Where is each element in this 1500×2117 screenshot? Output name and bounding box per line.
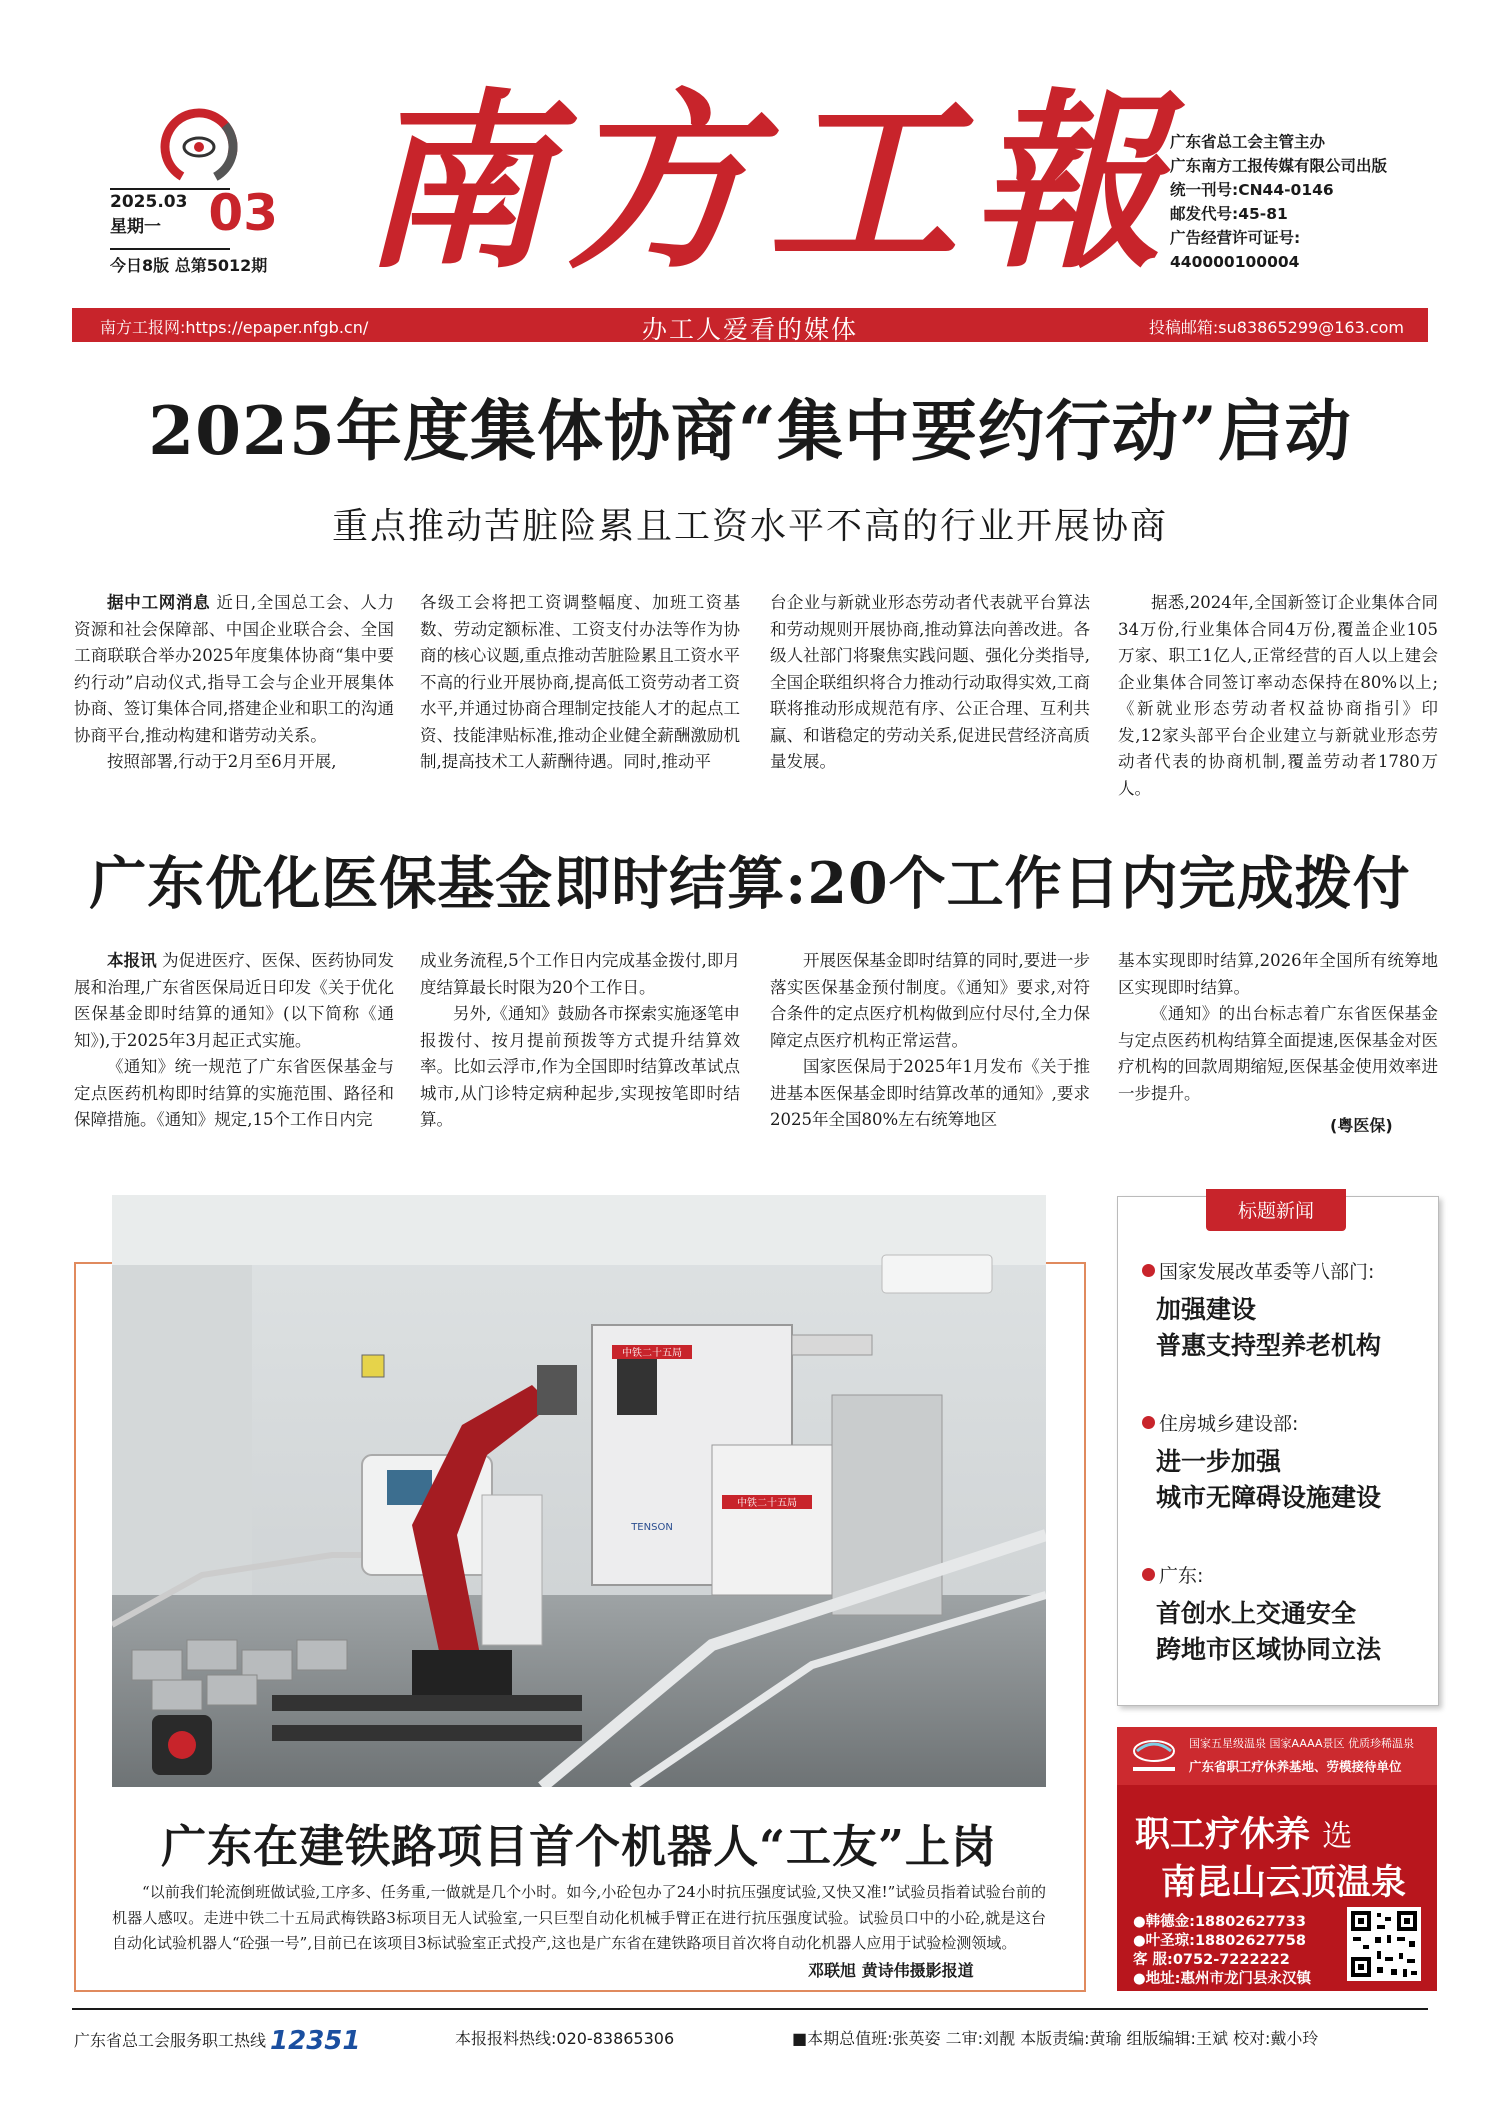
news-headline-line: 加强建设	[1156, 1295, 1257, 1324]
weekday: 星期一	[110, 217, 161, 237]
photo-brand: TENSON	[631, 1522, 673, 1533]
editor-credits: ■本期总值班:张英姿 二审:刘靓 本版责编:黄瑜 组版编辑:王斌 校对:戴小玲	[792, 2029, 1319, 2048]
news-source: 广东:	[1159, 1565, 1204, 1587]
pub-info-line: 广告经营许可证号:	[1170, 229, 1301, 247]
article2-text: 《通知》统一规范了广东省医保基金与定点医药机构即时结算的实施范围、路径和保障措施。《通知》规定,15个工作日内完	[74, 1057, 394, 1129]
feature-caption-title: 广东在建铁路项目首个机器人“工友”上岗	[161, 1820, 997, 1873]
article1-text: 台企业与新就业形态劳动者代表就平台算法和劳动规则开展协商,推动算法向善改进。各级人社部门将聚焦实践问题、强化分类指导,全国企联组织将合力推动行动取得实效,工商联将推动形成规范有序、公正合理、互利共赢、和谐稳定的劳动关系,促进民营经济高质量发展。	[770, 593, 1090, 771]
ad-tagline: 广东省职工疗休养基地、劳模接待单位	[1189, 1759, 1402, 1774]
article2-text: 开展医保基金即时结算的同时,要进一步落实医保基金预付制度。《通知》要求,对符合条件的定点医疗机构做到应付尽付,全力保障定点医疗机构正常运营。	[770, 951, 1090, 1050]
footer-hotline	[74, 2026, 360, 2056]
article1-subhead: 重点推动苦脏险累且工资水平不高的行业开展协商	[331, 506, 1168, 547]
article2-text: 为促进医疗、医保、医药协同发展和治理,广东省医保局近日印发《关于优化医保基金即时结算的通知》(以下简称《通知》),于2025年3月起正式实施。	[74, 951, 395, 1050]
news-headline-line: 进一步加强	[1156, 1447, 1282, 1476]
article1-headline: 2025年度集体协商“集中要约行动”启动	[148, 392, 1352, 470]
pub-info-line: 统一刊号:CN44-0146	[1170, 181, 1334, 199]
submission-email[interactable]: 投稿邮箱:su83865299@163.com	[1148, 318, 1404, 337]
article1-column-4	[1118, 590, 1438, 802]
ad-contact-line: ●地址:惠州市龙门县永汉镇	[1133, 1971, 1311, 1987]
article1-source: 据中工网消息	[107, 593, 211, 612]
feature-caption-text: “以前我们轮流倒班做试验,工序多、任务重,一做就是几个小时。如今,小砼包办了24小时抗压强度试验,又快又准!”试验员指着试验台前的机器人感叹。走进中铁二十五局武梅铁路3标项目无人试验室,一只巨型自动化机械手臂正在进行抗压强度试验。试验员口中的小砼,就是这台自动化试验机器人“砼强一号”,目前已在该项目3标试验室正式投产,这也是广东省在建铁路项目首次将自动化机器人应用于试验检测领域。	[112, 1883, 1046, 1952]
newspaper-logo-icon	[160, 108, 238, 186]
article1-column-3	[770, 590, 1090, 776]
photo-sign: 中铁二十五局	[737, 1498, 797, 1509]
date-day: 03	[208, 184, 278, 242]
bullet-dot-icon	[1142, 1568, 1155, 1581]
feature-caption-body	[112, 1880, 1046, 1957]
pub-info-line: 广东省总工会主管主办	[1170, 133, 1326, 151]
hotline-label: 广东省总工会服务职工热线	[74, 2031, 267, 2050]
qr-code-icon[interactable]	[1347, 1907, 1421, 1981]
robot-lab-illustration	[112, 1195, 1046, 1787]
news-item[interactable]	[1142, 1561, 1432, 1668]
hot-spring-advertisement[interactable]	[1117, 1727, 1437, 1991]
masthead-banner	[72, 308, 1428, 342]
ad-header	[1117, 1727, 1437, 1785]
website-link[interactable]: 南方工报网:https://epaper.nfgb.cn/	[100, 318, 369, 337]
resort-logo-icon	[1125, 1735, 1183, 1777]
date-year-month: 2025.03	[110, 192, 188, 212]
publication-info	[1170, 130, 1387, 274]
article1-text: 各级工会将把工资调整幅度、加班工资基数、劳动定额标准、工资支付办法等作为协商的核心议题,重点推动苦脏险累且工资水平不高的行业开展协商,提高低工资劳动者工资水平,并通过协商合理制定技能人才的起点工资、技能津贴标准,推动企业健全薪酬激励机制,提高技术工人薪酬待遇。同时,推动平	[420, 593, 740, 771]
robot-lab-photo	[112, 1195, 1046, 1787]
article1-text: 据悉,2024年,全国新签订企业集体合同34万份,行业集体合同4万份,覆盖企业105万家、职工1亿人,正常经营的百人以上建会企业集体合同签订率动态保持在80%以上;《新就业形态劳动者权益协商指引》印发,12家头部平台企业建立与新就业形态劳动者代表的协商机制,覆盖劳动者1780万人。	[1118, 593, 1438, 798]
report-hotline: 本报报料热线:020-83865306	[455, 2029, 675, 2048]
news-source: 住房城乡建设部:	[1159, 1413, 1299, 1435]
news-source: 国家发展改革委等八部门:	[1159, 1261, 1375, 1283]
ad-headline-2: 南昆山云顶温泉	[1161, 1862, 1407, 1903]
pub-info-line: 广东南方工报传媒有限公司出版	[1170, 157, 1388, 175]
pub-info-line: 邮发代号:45-81	[1170, 205, 1288, 223]
ad-tagline: 国家五星级温泉 国家AAAA景区 优质珍稀温泉	[1189, 1737, 1415, 1750]
bullet-dot-icon	[1142, 1416, 1155, 1429]
article2-text: 《通知》的出台标志着广东省医保基金与定点医药机构结算全面提速,医保基金对医疗机构的回款周期缩短,医保基金使用效率进一步提升。	[1118, 1004, 1438, 1103]
news-item[interactable]	[1142, 1257, 1432, 1364]
article2-source: 本报讯	[107, 951, 157, 970]
photo-sign: 中铁二十五局	[622, 1348, 682, 1359]
footer-rule	[72, 2008, 1428, 2010]
bullet-dot-icon	[1142, 1264, 1155, 1277]
article2-column-3	[770, 948, 1090, 1134]
article2-headline: 广东优化医保基金即时结算:20个工作日内完成拨付	[89, 850, 1411, 917]
news-headline-line: 跨地市区域协同立法	[1156, 1635, 1382, 1664]
feature-credit: 邓联旭 黄诗伟摄影报道	[808, 1961, 974, 1980]
article2-column-1	[74, 948, 394, 1134]
news-headline-line: 城市无障碍设施建设	[1156, 1483, 1382, 1512]
ad-contact-line: 客 服:0752-7222222	[1133, 1952, 1290, 1968]
ad-contacts	[1133, 1913, 1311, 1989]
article1-text: 按照部署,行动于2月至6月开展,	[107, 752, 337, 771]
headline-news-tag: 标题新闻	[1206, 1189, 1346, 1231]
ad-contact-line: ●韩德金:18802627733	[1133, 1914, 1306, 1930]
slogan: 办工人爱看的媒体	[641, 315, 858, 344]
news-item[interactable]	[1142, 1409, 1432, 1516]
headline-news-box	[1117, 1196, 1439, 1706]
ad-headline-select: 选	[1322, 1819, 1353, 1854]
article2-text: 国家医保局于2025年1月发布《关于推进基本医保基金即时结算改革的通知》,要求2025年全国80%左右统筹地区	[770, 1057, 1090, 1129]
article2-column-4	[1118, 948, 1438, 1107]
article2-text: 基本实现即时结算,2026年全国所有统筹地区实现即时结算。	[1118, 951, 1438, 997]
ad-contact-line: ●叶圣琼:18802627758	[1133, 1933, 1306, 1949]
article2-text: 另外,《通知》鼓励各市探索实施逐笔申报拨付、按月提前预拨等方式提升结算效率。比如云浮市,作为全国即时结算改革试点城市,从门诊特定病种起步,实现按笔即时结算。	[420, 1004, 740, 1129]
article1-text: 近日,全国总工会、人力资源和社会保障部、中国企业联合会、全国工商联联合举办2025年度集体协商“集中要约行动”启动仪式,指导工会与企业开展集体协商、签订集体合同,搭建企业和职工的沟通协商平台,推动构建和谐劳动关系。	[74, 593, 395, 745]
hotline-number[interactable]: 12351	[270, 2026, 361, 2056]
article2-text: 成业务流程,5个工作日内完成基金拨付,即月度结算最长时限为20个工作日。	[420, 951, 740, 997]
issue-date-block	[110, 184, 278, 242]
issue-number: 今日8版 总第5012期	[110, 256, 268, 275]
pub-info-line: 440000100004	[1170, 253, 1300, 271]
article1-column-2	[420, 590, 740, 776]
ad-headline	[1135, 1807, 1352, 1857]
article2-column-2	[420, 948, 740, 1134]
newspaper-title: 南方工報	[360, 71, 1177, 294]
ad-headline-text: 职工疗休养	[1135, 1814, 1311, 1855]
article1-column-1	[74, 590, 394, 776]
news-headline-line: 首创水上交通安全	[1156, 1599, 1357, 1628]
article2-credit: (粤医保)	[1330, 1116, 1393, 1135]
news-headline-line: 普惠支持型养老机构	[1156, 1331, 1382, 1360]
